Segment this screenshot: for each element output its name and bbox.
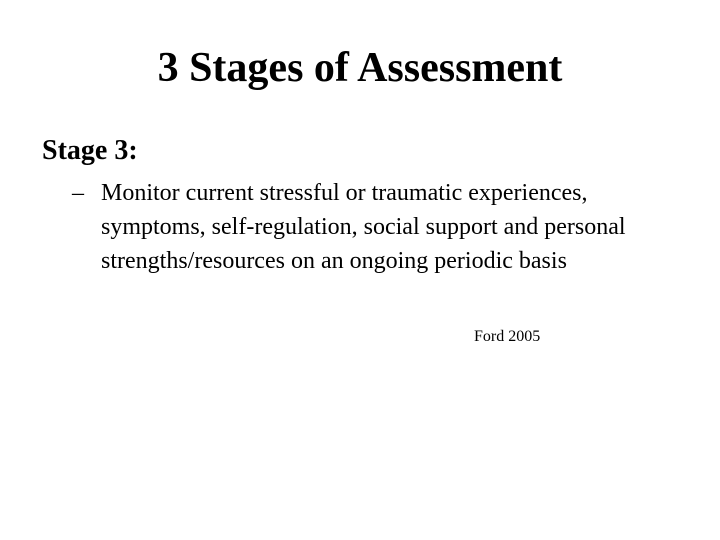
bullet-item: [72, 176, 692, 278]
bullet-text: Monitor current stressful or traumatic experiences, symptoms, self-regulation, social support and personal strengths/resources on an ongoing periodic basis: [101, 180, 626, 274]
slide-title: 3 Stages of Assessment: [157, 45, 563, 91]
bullet-dash: –: [72, 180, 84, 206]
stage-heading: Stage 3:: [42, 135, 138, 166]
citation: Ford 2005: [474, 328, 541, 345]
